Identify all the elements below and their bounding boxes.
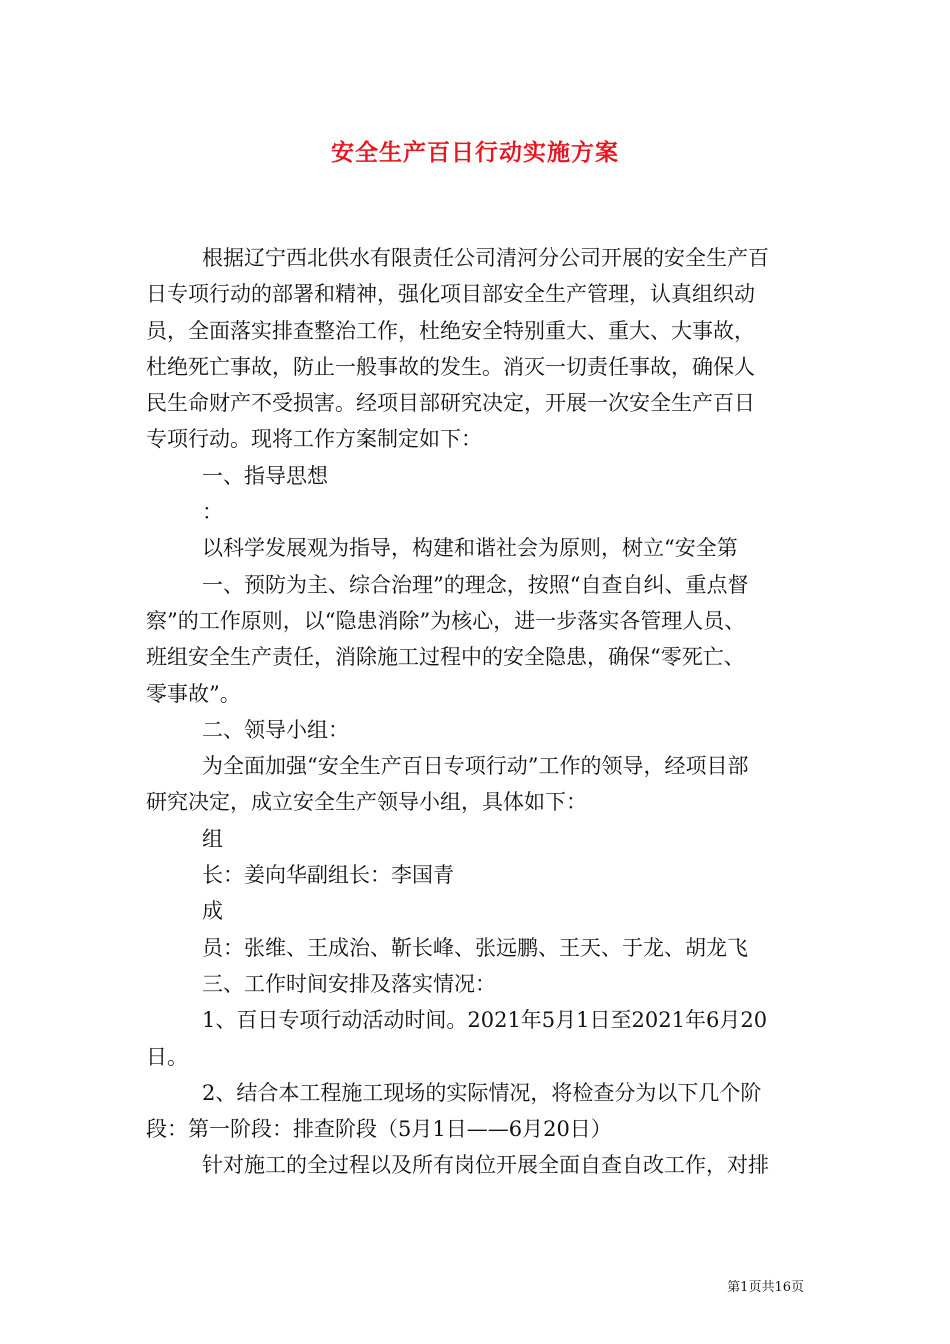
text-line: 以科学发展观为指导，构建和谐社会为原则，树立“安全第 [202,536,738,561]
text-line: ： [202,500,223,525]
document-body [146,240,806,1184]
text-line: 零事故”。 [146,681,241,706]
text-line: 根据辽宁西北供水有限责任公司清河分公司开展的安全生产百 [202,246,769,270]
text-line: 段：第一阶段：排查阶段（5月1日——6月20日） [146,1117,612,1142]
text-line: 员：张维、王成治、靳长峰、张远鹏、王天、于龙、胡龙飞 [202,935,748,960]
text-line: 1、百日专项行动活动时间。2021年5月1日至2021年6月20 [202,1008,768,1033]
text-line: 组 [202,826,223,851]
text-line: 民生命财产不受损害。经项目部研究决定，开展一次安全生产百日 [146,391,755,416]
text-line: 成 [202,899,223,924]
text-line: 2、结合本工程施工现场的实际情况，将检查分为以下几个阶 [202,1080,762,1105]
text-line: 研究决定，成立安全生产领导小组，具体如下： [146,790,587,815]
text-line: 杜绝死亡事故，防止一般事故的发生。消灭一切责任事故，确保人 [146,354,755,379]
text-line: 班组安全生产责任，消除施工过程中的安全隐患，确保“零死亡、 [146,645,745,670]
page-footer: 第1页共16页 [727,1280,804,1295]
text-line: 日专项行动的部署和精神，强化项目部安全生产管理，认真组织动 [146,282,755,307]
text-line: 一、预防为主、综合治理”的理念，按照“自查自纠、重点督 [202,572,749,597]
text-line: 为全面加强“安全生产百日专项行动”工作的领导，经项目部 [202,754,749,779]
text-line: 专项行动。现将工作方案制定如下： [146,427,482,452]
text-line: 三、工作时间安排及落实情况： [202,971,496,996]
document-title: 安全生产百日行动实施方案 [331,139,619,166]
text-line: 二、领导小组： [202,717,349,742]
text-line: 长：姜向华副组长：李国青 [202,863,454,888]
text-line: 日。 [146,1044,188,1069]
text-line: 一、指导思想 [202,463,328,488]
text-line: 察”的工作原则，以“隐患消除”为核心，进一步落实各管理人员、 [146,608,746,633]
text-line: 针对施工的全过程以及所有岗位开展全面自查自改工作，对排 [202,1153,769,1178]
text-line: 员，全面落实排查整治工作，杜绝安全特别重大、重大、大事故， [146,318,755,343]
